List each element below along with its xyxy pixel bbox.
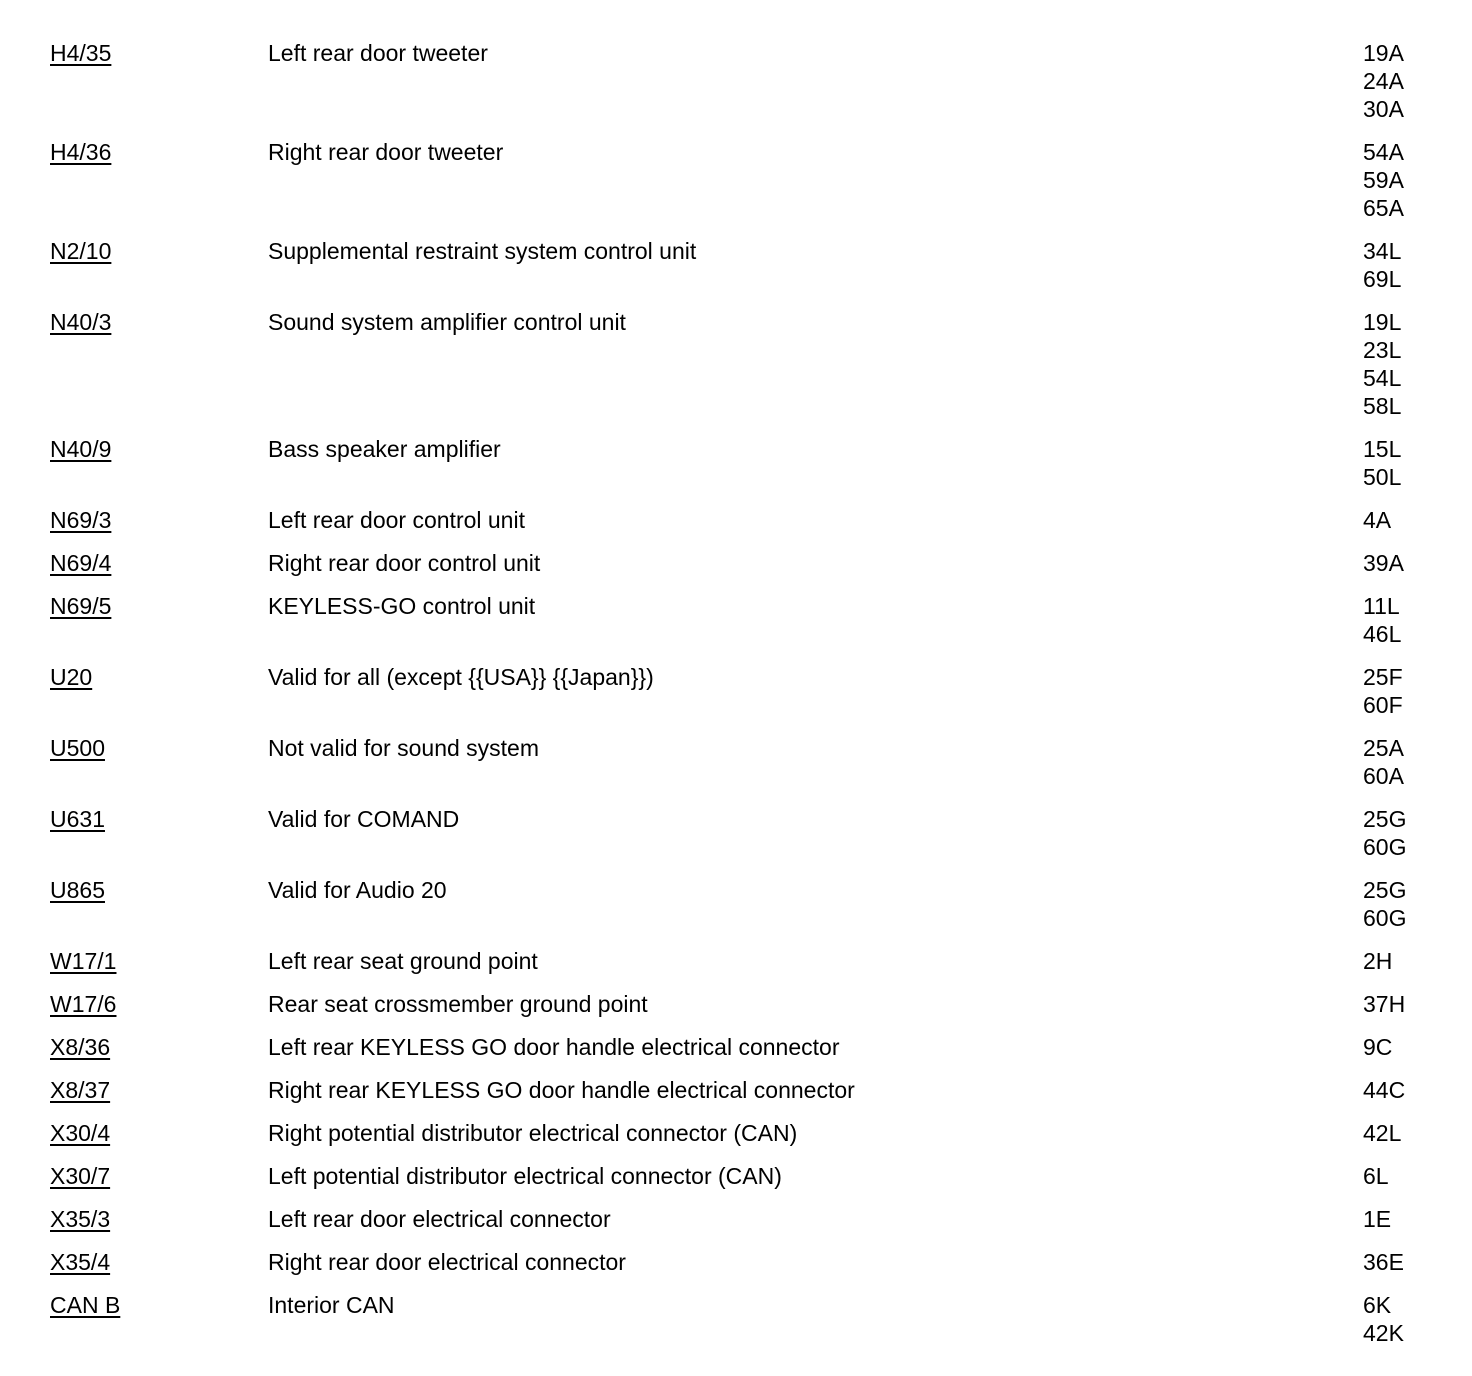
component-code-link[interactable]: CAN B [50, 1292, 121, 1318]
grid-coordinate: 42K [1363, 1320, 1404, 1346]
component-code-link[interactable]: N40/3 [50, 309, 112, 335]
grid-coordinate: 34L [1363, 238, 1402, 264]
grid-coordinate: 44C [1363, 1077, 1406, 1103]
component-code-link[interactable]: W17/1 [50, 948, 117, 974]
grid-coordinate: 1E [1363, 1206, 1392, 1232]
grid-coordinates [1363, 592, 1401, 648]
grid-coordinates [1363, 39, 1404, 123]
component-code-link[interactable]: N2/10 [50, 238, 112, 264]
component-code-link[interactable]: X30/7 [50, 1163, 111, 1189]
grid-coordinate: 42L [1363, 1120, 1402, 1146]
grid-coordinate: 60G [1363, 905, 1407, 931]
component-code-link[interactable]: U631 [50, 806, 105, 832]
component-code-link[interactable]: X8/36 [50, 1034, 111, 1060]
grid-coordinate: 19A [1363, 40, 1404, 66]
grid-coordinate: 36E [1363, 1249, 1404, 1275]
grid-coordinates [1363, 1033, 1392, 1061]
component-code-link[interactable]: X35/3 [50, 1206, 111, 1232]
component-description: Right rear door control unit [268, 550, 541, 576]
component-code-link[interactable]: N40/9 [50, 436, 112, 462]
component-description: Interior CAN [268, 1292, 395, 1318]
component-description: Rear seat crossmember ground point [268, 991, 648, 1017]
grid-coordinate: 25G [1363, 877, 1407, 903]
grid-coordinate: 37H [1363, 991, 1406, 1017]
grid-coordinate: 50L [1363, 464, 1402, 490]
component-description: Supplemental restraint system control unit [268, 238, 697, 264]
component-code-link[interactable]: N69/5 [50, 593, 112, 619]
grid-coordinates [1363, 876, 1406, 932]
grid-coordinates [1363, 990, 1405, 1018]
grid-coordinates [1363, 663, 1403, 719]
grid-coordinate: 6K [1363, 1292, 1392, 1318]
grid-coordinates [1363, 549, 1404, 577]
component-description: Right rear door tweeter [268, 139, 504, 165]
grid-coordinate: 60G [1363, 834, 1407, 860]
component-description: Sound system amplifier control unit [268, 309, 626, 335]
grid-coordinates [1363, 435, 1401, 491]
component-description: KEYLESS-GO control unit [268, 593, 536, 619]
component-code-link[interactable]: H4/35 [50, 40, 112, 66]
grid-coordinate: 69L [1363, 266, 1402, 292]
component-description: Valid for Audio 20 [268, 877, 447, 903]
component-description: Left rear door electrical connector [268, 1206, 611, 1232]
grid-coordinate: 23L [1363, 337, 1402, 363]
component-code-link[interactable]: U865 [50, 877, 105, 903]
grid-coordinate: 30A [1363, 96, 1404, 122]
component-description: Right rear door electrical connector [268, 1249, 626, 1275]
grid-coordinate: 25F [1363, 664, 1403, 690]
component-description: Left rear door tweeter [268, 40, 488, 66]
component-description: Left rear KEYLESS GO door handle electrical connector [268, 1034, 840, 1060]
grid-coordinate: 11L [1363, 593, 1400, 619]
grid-coordinates [1363, 1248, 1404, 1276]
component-description: Right potential distributor electrical connector (CAN) [268, 1120, 798, 1146]
grid-coordinate: 58L [1363, 393, 1402, 419]
grid-coordinate: 54L [1363, 365, 1402, 391]
grid-coordinates [1363, 1205, 1391, 1233]
grid-coordinate: 2H [1363, 948, 1393, 974]
grid-coordinate: 25G [1363, 806, 1407, 832]
grid-coordinates [1363, 1162, 1389, 1190]
component-description: Right rear KEYLESS GO door handle electrical connector [268, 1077, 855, 1103]
component-code-link[interactable]: W17/6 [50, 991, 117, 1017]
grid-coordinate: 25A [1363, 735, 1404, 761]
grid-coordinate: 15L [1363, 436, 1402, 462]
grid-coordinates [1363, 237, 1401, 293]
grid-coordinates [1363, 138, 1404, 222]
grid-coordinate: 59A [1363, 167, 1404, 193]
grid-coordinates [1363, 947, 1392, 975]
component-description: Left potential distributor electrical connector (CAN) [268, 1163, 782, 1189]
component-code-link[interactable]: X35/4 [50, 1249, 111, 1275]
grid-coordinate: 6L [1363, 1163, 1389, 1189]
component-code-link[interactable]: U20 [50, 664, 93, 690]
component-code-link[interactable]: X30/4 [50, 1120, 111, 1146]
grid-coordinate: 54A [1363, 139, 1404, 165]
component-code-link[interactable]: U500 [50, 735, 105, 761]
component-description: Valid for all (except {{USA}} {{Japan}}) [268, 664, 654, 690]
grid-coordinates [1363, 506, 1391, 534]
component-description: Left rear seat ground point [268, 948, 538, 974]
component-code-link[interactable]: N69/3 [50, 507, 112, 533]
grid-coordinate: 60F [1363, 692, 1403, 718]
grid-coordinates [1363, 1076, 1405, 1104]
grid-coordinate: 46L [1363, 621, 1402, 647]
grid-coordinates [1363, 734, 1404, 790]
component-description: Bass speaker amplifier [268, 436, 501, 462]
grid-coordinate: 24A [1363, 68, 1404, 94]
grid-coordinates [1363, 1291, 1404, 1347]
grid-coordinate: 4A [1363, 507, 1392, 533]
component-code-link[interactable]: X8/37 [50, 1077, 111, 1103]
grid-coordinates [1363, 805, 1406, 861]
grid-coordinate: 19L [1363, 309, 1402, 335]
component-description: Valid for COMAND [268, 806, 460, 832]
grid-coordinate: 60A [1363, 763, 1404, 789]
component-description: Not valid for sound system [268, 735, 540, 761]
grid-coordinates [1363, 1119, 1401, 1147]
grid-coordinate: 39A [1363, 550, 1404, 576]
grid-coordinate: 9C [1363, 1034, 1393, 1060]
grid-coordinates [1363, 308, 1401, 420]
component-code-link[interactable]: N69/4 [50, 550, 112, 576]
component-code-link[interactable]: H4/36 [50, 139, 112, 165]
grid-coordinate: 65A [1363, 195, 1404, 221]
component-description: Left rear door control unit [268, 507, 525, 533]
